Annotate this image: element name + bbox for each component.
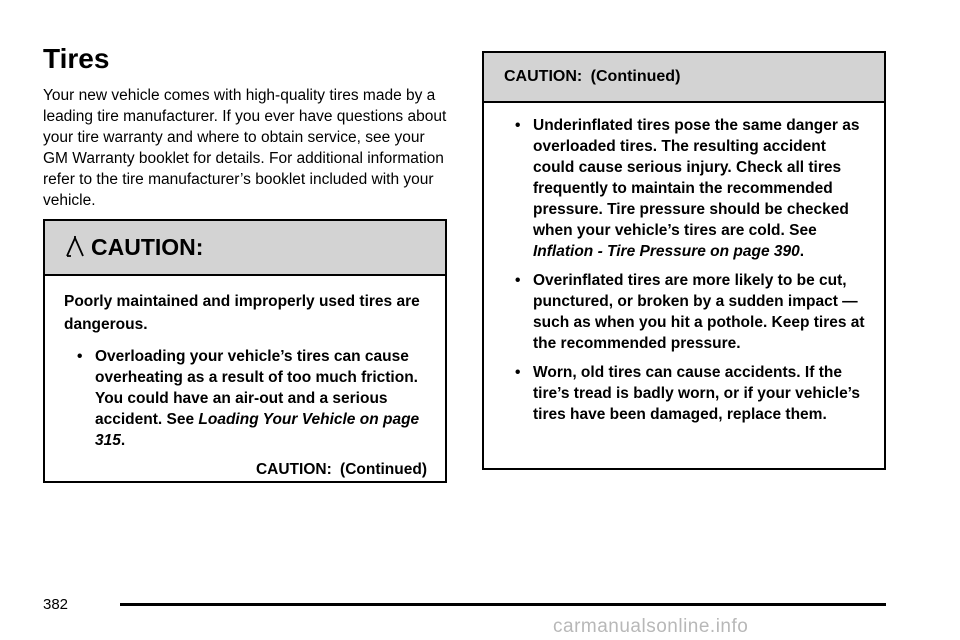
bullet-text: Worn, old tires can cause accidents. If the tire’s tread is badly worn, or if your vehicle’s tires have been damaged, replace them. bbox=[533, 364, 861, 423]
bullet-overloading bbox=[64, 346, 427, 451]
page-title: Tires bbox=[43, 43, 110, 74]
footer-rule bbox=[120, 603, 886, 606]
page-number: 382 bbox=[43, 596, 69, 613]
bullet-underinflated bbox=[520, 115, 866, 262]
bullet-end: . bbox=[120, 432, 126, 449]
caution-box-right bbox=[482, 51, 886, 470]
page-reference: Inflation - Tire Pressure on page 390 bbox=[533, 243, 800, 260]
bullet-text: Overinflated tires are more likely to be cut, punctured, or broken by a sudden impact — such as when you hit a pothole. Keep tires at the recommended pressure. bbox=[533, 272, 865, 352]
bullet-overinflated bbox=[520, 270, 866, 354]
caution-heading: CAUTION: bbox=[91, 234, 204, 260]
caution-header bbox=[45, 221, 445, 276]
warning-triangle-icon bbox=[65, 234, 85, 258]
caution-continued-body bbox=[484, 103, 884, 425]
bullet-text: Overloading your vehicle’s tires can cause overheating as a result of too much friction. You could have an air-out and a serious accident. See bbox=[95, 348, 418, 428]
caution-body bbox=[45, 276, 445, 480]
intro-paragraph: Your new vehicle comes with high-quality tires made by a leading tire manufacturer. If you ever have questions about your tire warranty and where to obtain service, see your GM Warranty booklet for details. For additional information refer to the tire manufacturer’s booklet included with your vehicle. bbox=[43, 87, 447, 209]
page-reference: Loading Your Vehicle on page 315 bbox=[95, 411, 420, 449]
continued-label: CAUTION: (Continued) bbox=[255, 461, 427, 478]
caution-box-left bbox=[43, 219, 447, 483]
caution-lead: Poorly maintained and improperly used tires are dangerous. bbox=[64, 293, 420, 333]
bullet-text: Underinflated tires pose the same danger as overloaded tires. The resulting accident could cause serious injury. Check all tires frequently to maintain the recommended pressure. Tire pressure should be checked when your vehicle’s tires are cold. See bbox=[533, 117, 860, 239]
bullet-worn-tires bbox=[520, 362, 866, 425]
caution-bullet-list bbox=[64, 346, 427, 451]
bullet-end: . bbox=[799, 243, 805, 260]
caution-continued-heading: CAUTION: (Continued) bbox=[504, 68, 681, 85]
caution-continued-bullet-list bbox=[520, 115, 866, 425]
watermark: carmanualsonline.info bbox=[553, 616, 749, 637]
caution-continued-header bbox=[484, 53, 884, 103]
